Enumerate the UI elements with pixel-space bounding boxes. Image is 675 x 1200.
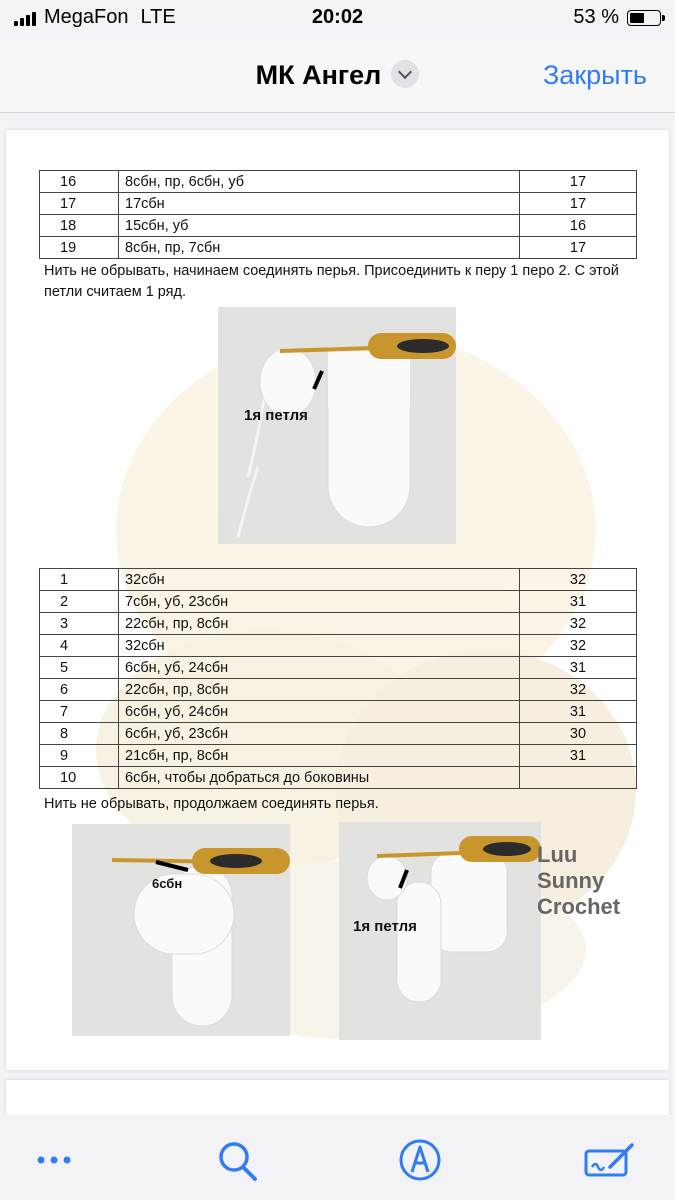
row-stitch-count: 31: [520, 591, 637, 613]
annotate-button[interactable]: [580, 1137, 640, 1183]
search-icon: [208, 1137, 268, 1183]
table-row: [40, 635, 637, 657]
row-number: 4: [40, 635, 119, 657]
row-instructions: 32сбн: [119, 635, 520, 657]
battery-percent: 53 %: [573, 6, 619, 28]
row-instructions: 17сбн: [119, 193, 520, 215]
row-instructions: 6сбн, чтобы добраться до боковины: [119, 767, 520, 789]
row-instructions: 6сбн, уб, 24сбн: [119, 701, 520, 723]
table-row: [40, 193, 637, 215]
table-row: [40, 745, 637, 767]
network-type: LTE: [140, 6, 176, 28]
photo-first-loop-2: [339, 822, 621, 1040]
row-number: 1: [40, 569, 119, 591]
battery-fill: [630, 13, 644, 23]
carrier-name: MegaFon: [44, 6, 129, 28]
table-row: [40, 657, 637, 679]
table-row: [40, 591, 637, 613]
pdf-page: [6, 130, 669, 1070]
row-instructions: 6сбн, уб, 23сбн: [119, 723, 520, 745]
row-instructions: 22сбн, пр, 8сбн: [119, 613, 520, 635]
markup-button[interactable]: [390, 1137, 450, 1183]
row-stitch-count: 32: [520, 635, 637, 657]
row-stitch-count: 31: [520, 745, 637, 767]
more-button[interactable]: [24, 1137, 84, 1183]
navigation-bar: [0, 40, 675, 113]
signature-edit-icon: [580, 1137, 640, 1183]
table-row: [40, 215, 637, 237]
photo-six-sc: [72, 824, 290, 1036]
row-instructions: 6сбн, уб, 24сбн: [119, 657, 520, 679]
row-number: 5: [40, 657, 119, 679]
row-number: 7: [40, 701, 119, 723]
document-title-text: МК Ангел: [255, 60, 382, 90]
row-number: 6: [40, 679, 119, 701]
row-number: 16: [40, 171, 119, 193]
row-stitch-count: 31: [520, 657, 637, 679]
row-stitch-count: 16: [520, 215, 637, 237]
photo-label-first-loop: 1я петля: [244, 407, 308, 424]
table-row: [40, 569, 637, 591]
close-button[interactable]: Закрыть: [543, 60, 647, 90]
watermark-line-2: Sunny: [537, 868, 605, 893]
search-button[interactable]: [208, 1137, 268, 1183]
table-row: [40, 679, 637, 701]
instruction-text-1: Нить не обрывать, начинаем соединять перья. Присоединить к перу 1 перо 2. С этой петли считаем 1 ряд.: [44, 263, 619, 300]
row-instructions: 8сбн, пр, 7сбн: [119, 237, 520, 259]
status-bar: [0, 0, 675, 40]
instruction-text-2: Нить не обрывать, продолжаем соединять перья.: [44, 796, 379, 812]
table-row: [40, 237, 637, 259]
table-row: [40, 723, 637, 745]
clock: 20:02: [311, 6, 364, 28]
row-stitch-count: 17: [520, 193, 637, 215]
row-stitch-count: 32: [520, 679, 637, 701]
row-number: 2: [40, 591, 119, 613]
row-instructions: 32сбн: [119, 569, 520, 591]
row-stitch-count: 32: [520, 569, 637, 591]
watermark-logo: [537, 842, 620, 920]
watermark-line-1: Luu: [537, 842, 578, 867]
watermark-line-3: Crochet: [537, 894, 621, 919]
row-instructions: 7сбн, уб, 23сбн: [119, 591, 520, 613]
row-stitch-count: 17: [520, 237, 637, 259]
chevron-down-icon[interactable]: [391, 60, 419, 88]
rows-table-2: [39, 568, 637, 789]
row-number: 10: [40, 767, 119, 789]
row-number: 17: [40, 193, 119, 215]
table-row: [40, 701, 637, 723]
photo-label-six-sc: 6сбн: [152, 876, 183, 891]
row-number: 18: [40, 215, 119, 237]
bottom-toolbar: [0, 1115, 675, 1200]
battery-group: [573, 6, 661, 29]
markup-pen-icon: [390, 1137, 450, 1183]
row-stitch-count: [520, 767, 637, 789]
table-row: [40, 613, 637, 635]
row-number: 9: [40, 745, 119, 767]
row-stitch-count: 32: [520, 613, 637, 635]
row-stitch-count: 30: [520, 723, 637, 745]
table-row: [40, 171, 637, 193]
photo-first-loop: [218, 307, 456, 544]
row-stitch-count: 17: [520, 171, 637, 193]
row-number: 3: [40, 613, 119, 635]
row-instructions: 8сбн, пр, 6сбн, уб: [119, 171, 520, 193]
battery-icon: [627, 10, 661, 26]
row-instructions: 15сбн, уб: [119, 215, 520, 237]
photo-label-first-loop-2: 1я петля: [353, 918, 417, 935]
row-number: 8: [40, 723, 119, 745]
row-instructions: 21сбн, пр, 8сбн: [119, 745, 520, 767]
row-instructions: 22сбн, пр, 8сбн: [119, 679, 520, 701]
pdf-page-next: [6, 1080, 669, 1120]
table-row: [40, 767, 637, 789]
rows-table-1: [39, 170, 637, 259]
row-number: 19: [40, 237, 119, 259]
row-stitch-count: 31: [520, 701, 637, 723]
more-dots-icon: [24, 1137, 84, 1183]
